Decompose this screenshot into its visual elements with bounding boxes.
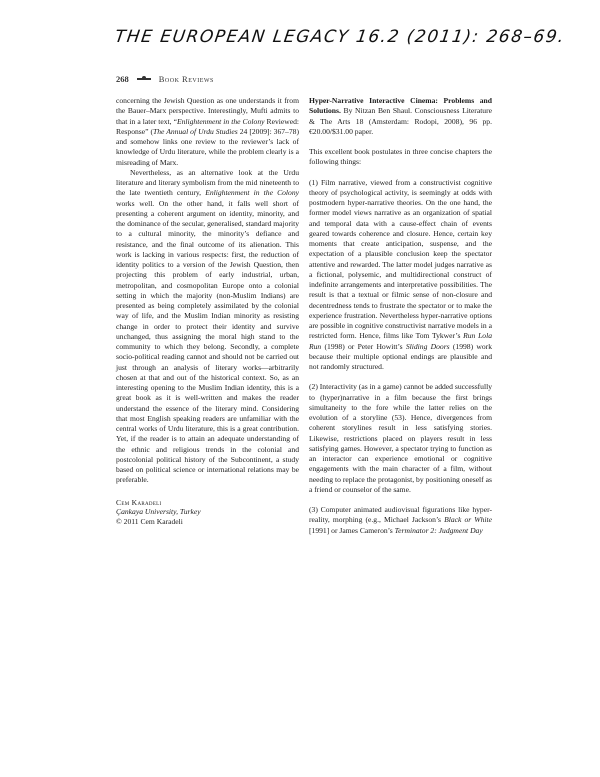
text-run: works well. On the other hand, it falls well short of presenting a coherent argument on identity, minority, and the dominance of the secular, generalised, standard majority to a cultural minority, the minority’s defiance and resistance, and the final outcome of its alienation. This work is lacking in various respects: first, the reduction of identity politics to a version of the Jewish Question, then projecting this problem of early industrial, urban, metropolitan, and cosmopolitan Europe onto a colonial setting in which the majority (non-Muslim Indians) are presented as being completely assimilated by the colonial way of life, and the Muslim Indian minority as resisting change in order to protect their identity and survive unchanged, thus assigning the moral high stand to the community to which they belong. Secondly, a complete socio-political reading cannot and should not be carried out just through an analysis of literary works—arbitrarily chosen at that and out of the historical context. So, as an interesting opening to the Muslim Indian identity, this is a great book as it is well-written and makes the reader understand the essence of the literary mind. Considering that most English speaking readers are unfamiliar with the central works of Urdu literature, this is a great contribution. Yet, if the reader is to attain an adequate understanding of the ethnic and religious trends in the colonial and postcolonial political history of the Subcontinent, a study based on political science or international relations may be preferable. — [116, 198, 299, 485]
paragraph — [116, 168, 299, 486]
text-run: (3) Computer animated audiovisual figurations like hyper-reality, morphing (e.g., Michael Jackson’s — [309, 505, 492, 525]
page-number: 268 — [116, 74, 129, 84]
point-text — [309, 505, 492, 536]
text-run: (1998) or Peter Howitt’s — [321, 341, 406, 351]
text-run: 24 [2009]: 367–78) and somehow links one review to the reviewer’s lack of knowledge of Urdu literature, while the problem clearly is a misreading of Marx. — [116, 126, 299, 167]
left-column — [116, 96, 299, 526]
text-run: Nevertheless, as an alternative look at the Urdu literature and literary symbolism from the mid nineteenth to the late twentieth century, — [116, 167, 299, 198]
text-run: concerning the Jewish Question as one understands it from the Bauer–Marx perspective. Interestingly, Mufti admits to that in a later text, “ — [116, 96, 299, 126]
book-title: Hyper-Narrative Interactive Cinema: Problems and Solutions. — [309, 96, 492, 116]
book-details: By Nitzan Ben Shaul. Consciousness Literature & The Arts 18 (Amsterdam: Rodopi, 2008), 96 pp. €20.00/$31.00 paper. — [309, 106, 492, 136]
handwritten-citation-annotation: THE EUROPEAN LEGACY 16.2 (2011): 268–69. — [113, 27, 567, 47]
section-title: Book Reviews — [158, 74, 214, 84]
reviewer-affiliation: Çankaya University, Turkey — [116, 507, 201, 516]
italic-title: Terminator 2: Judgment Day — [394, 525, 483, 535]
point-text — [309, 178, 492, 373]
italic-title: Black or White — [444, 515, 492, 525]
review-heading — [309, 96, 492, 137]
swash-ornament-icon — [137, 77, 151, 81]
text-run: (1998) work because their multiple optional endings are plausible and not randomly structured. — [309, 341, 492, 371]
point-text — [309, 382, 492, 495]
reviewer-signature — [116, 498, 299, 527]
running-head — [116, 74, 214, 84]
review-intro: This excellent book postulates in three concise chapters the following things: — [309, 147, 492, 167]
italic-title: The Annual of Urdu Studies — [153, 126, 238, 136]
italic-title: Run Lola Run — [309, 331, 492, 351]
copyright-line: © 2011 Cem Karadeli — [116, 516, 183, 526]
text-run: (1) Film narrative, viewed from a constructivist cognitive theory of psychological activity, is seemingly at odds with postmodern hyper-narrative theories. On the one hand, the former model views narrative as an organization of spatial and temporal data with a cause-effect chain of events geared towards coherence and closure. Hence, certain key moments that create anticipation, suspense, and the expectation of a plausible conclusion keep the spectator attentive and rewarded. The latter model judges narrative as a fictional, polysemic, and multidirectional construct of indefinite arrangements and interpretative possibilities. The result is that a textual or filmic sense of non-closure and decentredness tends to frustrate the spectator or to make the experience frustration. Nevertheless hyper-narrative options are possible in cognitive constructivist narrative models in a restricted form. Hence, films like Tom Tykwer’s — [309, 177, 492, 341]
right-column — [309, 96, 492, 536]
numbered-point — [309, 178, 492, 373]
text-run: Reviewed: Response” ( — [116, 116, 300, 136]
numbered-point — [309, 382, 492, 495]
text-run: (2) Interactivity (as in a game) cannot be added successfully to (hyper)narrative in a film because the first brings simultaneity to the fore while the latter relies on the evolution of a storyline (53). Hence, divergences from coherent storylines result in less satisfying stories. Likewise, restrictions placed on players result in less satisfying games. However, a spectator trying to function as an interactor can experience emotional or cognitive engagements with the main character of a film, without needing to replace the protagonist, by positioning oneself as a friend or counselor of the same. — [309, 382, 492, 494]
text-run: [1991] or James Cameron’s — [309, 525, 395, 535]
italic-title: Enlightenment in the Colony — [176, 116, 265, 126]
reviewer-name: Cem Karadeli — [116, 497, 162, 507]
numbered-point — [309, 505, 492, 536]
italic-title: Enlightenment in the Colony — [205, 188, 300, 198]
paragraph — [116, 96, 299, 168]
italic-title: Sliding Doors — [405, 341, 450, 351]
